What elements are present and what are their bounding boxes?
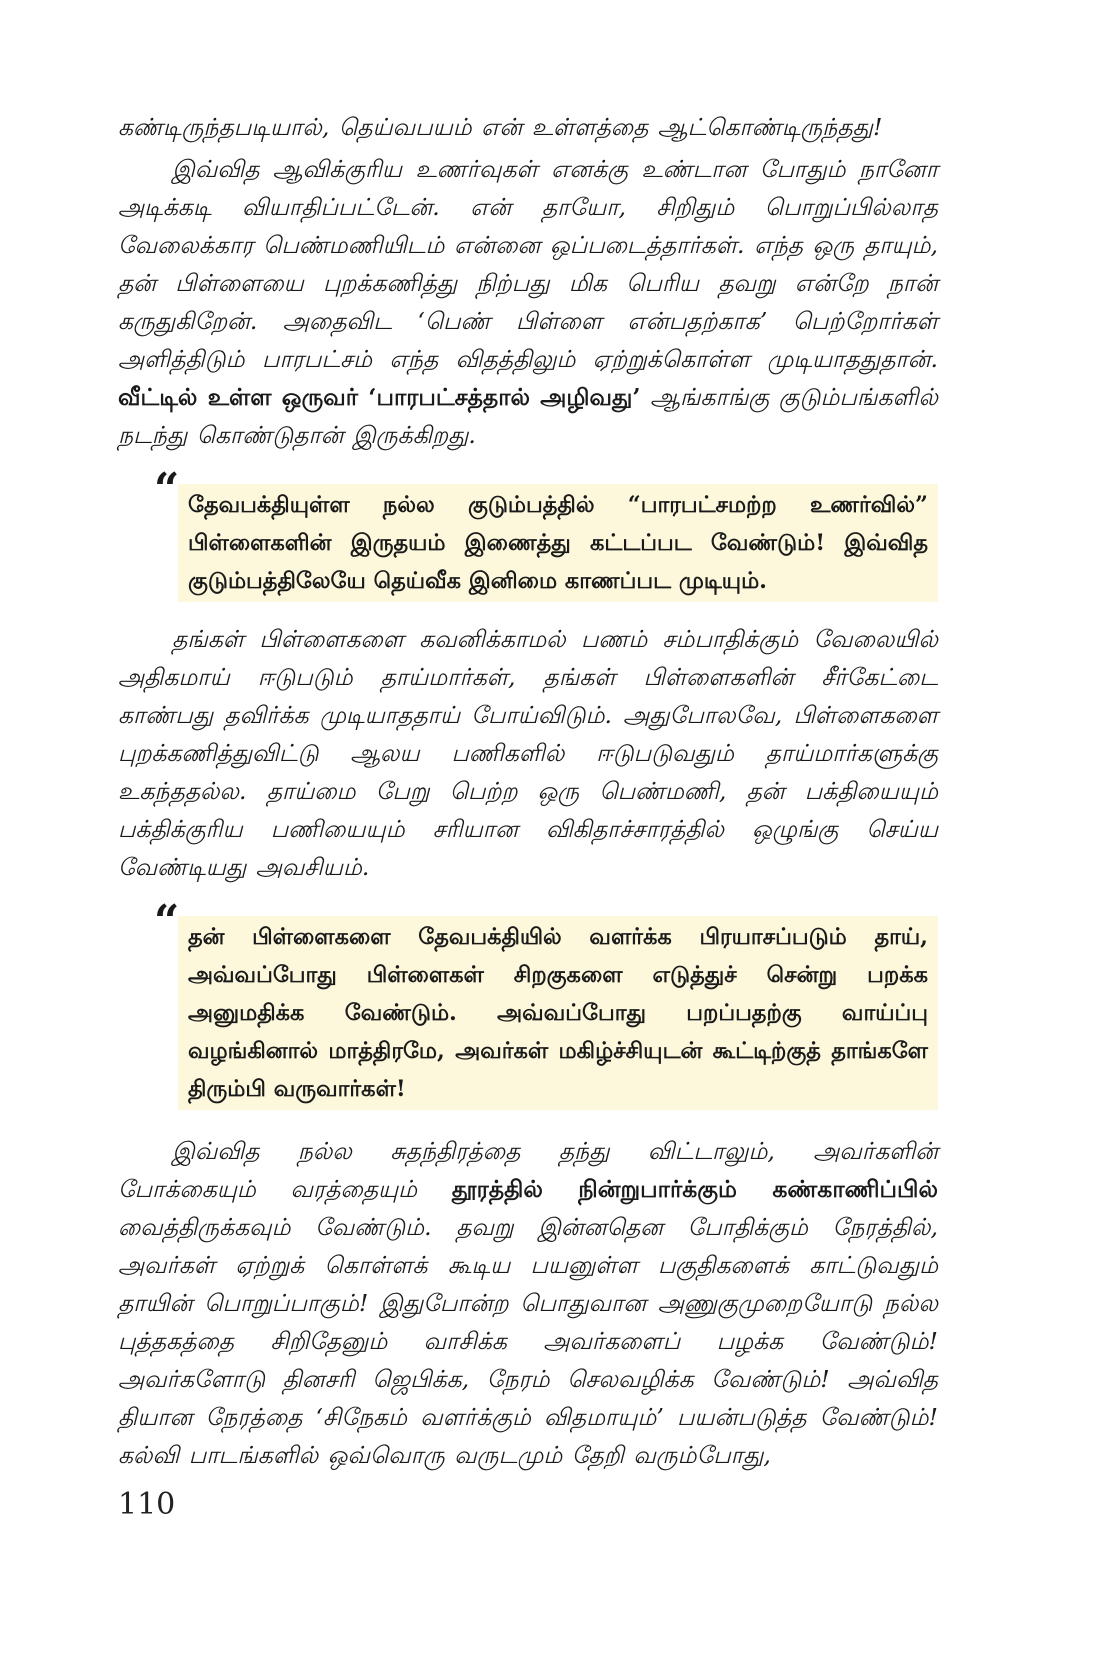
paragraph-1-text-b: ஆங்காங்கு குடும்பங்களில் நடந்து கொண்டுதான் இருக்கிறது.	[118, 383, 938, 449]
paragraph-continued: கண்டிருந்தபடியால், தெய்வபயம் என் உள்ளத்தை ஆட்கொண்டிருந்தது!	[118, 113, 883, 141]
pull-quote-1	[118, 464, 938, 602]
paragraph-2: தங்கள் பிள்ளைகளை கவனிக்காமல் பணம் சம்பாதிக்கும் வேலையில் அதிகமாய் ஈடுபடும் தாய்மார்கள், தங்கள் பிள்ளைகளின் சீர்கேட்டை காண்பது தவிர்க்க முடியாததாய் போய்விடும். அதுபோலவே, பிள்ளைகளை புறக்கணித்துவிட்டு ஆலய பணிகளில் ஈடுபடுவதும் தாய்மார்களுக்கு உகந்ததல்ல. தாய்மை பேறு பெற்ற ஒரு பெண்மணி, தன் பக்தியையும் பக்திக்குரிய பணியையும் சரியான விகிதாச்சாரத்தில் ஒழுங்கு செய்ய வேண்டியது அவசியம்.	[118, 625, 938, 881]
paragraph-3-text-a: இவ்வித நல்ல சுதந்திரத்தை தந்து விட்டாலும், அவர்களின் போக்கையும் வரத்தையும்	[118, 1137, 938, 1203]
paragraph-3-bold: தூரத்தில் நின்றுபார்க்கும் கண்காணிப்பில்	[451, 1175, 938, 1203]
paragraph-1-text-a: இவ்வித ஆவிக்குரிய உணர்வுகள் எனக்கு உண்டான போதும் நானோ அடிக்கடி வியாதிப்பட்டேன். என் தாயோ, சிறிதும் பொறுப்பில்லாத வேலைக்கார பெண்மணியிடம் என்னை ஒப்படைத்தார்கள். எந்த ஒரு தாயும், தன் பிள்ளையை புறக்கணித்து நிற்பது மிக பெரிய தவறு என்றே நான் கருதுகிறேன். அதைவிட ‘பெண் பிள்ளை என்பதற்காக’ பெற்றோர்கள் அளித்திடும் பாரபட்சம் எந்த விதத்திலும் ஏற்றுக்கொள்ள முடியாததுதான்.	[118, 155, 938, 373]
pull-quote-2	[118, 896, 938, 1110]
pull-quote-1-text: தேவபக்தியுள்ள நல்ல குடும்பத்தில் “பாரபட்சமற்ற உணர்வில்” பிள்ளைகளின் இருதயம் இணைத்து கட்டப்பட வேண்டும்! இவ்வித குடும்பத்திலேயே தெய்வீக இனிமை காணப்பட முடியும்.	[178, 484, 938, 602]
pull-quote-2-text: தன் பிள்ளைகளை தேவபக்தியில் வளர்க்க பிரயாசப்படும் தாய், அவ்வப்போது பிள்ளைகள் சிறகுகளை எடுத்துச் சென்று பறக்க அனுமதிக்க வேண்டும். அவ்வப்போது பறப்பதற்கு வாய்ப்பு வழங்கினால் மாத்திரமே, அவர்கள் மகிழ்ச்சியுடன் கூட்டிற்குத் தாங்களே திரும்பி வருவார்கள்!	[178, 916, 938, 1110]
paragraph-3	[118, 1132, 938, 1474]
paragraph-3-text-b: வைத்திருக்கவும் வேண்டும். தவறு இன்னதென போதிக்கும் நேரத்தில், அவர்கள் ஏற்றுக் கொள்ளக் கூடிய பயனுள்ள பகுதிகளைக் காட்டுவதும் தாயின் பொறுப்பாகும்! இதுபோன்ற பொதுவான அணுகுமுறையோடு நல்ல புத்தகத்தை சிறிதேனும் வாசிக்க அவர்களைப் பழக்க வேண்டும்! அவர்களோடு தினசரி ஜெபிக்க, நேரம் செலவழிக்க வேண்டும்! அவ்வித தியான நேரத்தை ‘சிநேகம் வளர்க்கும் விதமாயும்’ பயன்படுத்த வேண்டும்! கல்வி பாடங்களில் ஒவ்வொரு வருடமும் தேறி வரும்போது,	[118, 1213, 938, 1469]
quote-mark-icon: “	[154, 896, 180, 947]
page-body	[118, 108, 938, 1474]
paragraph-1-bold: வீட்டில் உள்ள ஒருவர் ‘பாரபட்சத்தால் அழிவது’	[118, 383, 641, 411]
page-number: 110	[118, 1487, 176, 1522]
paragraph-1	[118, 150, 938, 454]
quote-mark-icon: “	[154, 464, 180, 515]
